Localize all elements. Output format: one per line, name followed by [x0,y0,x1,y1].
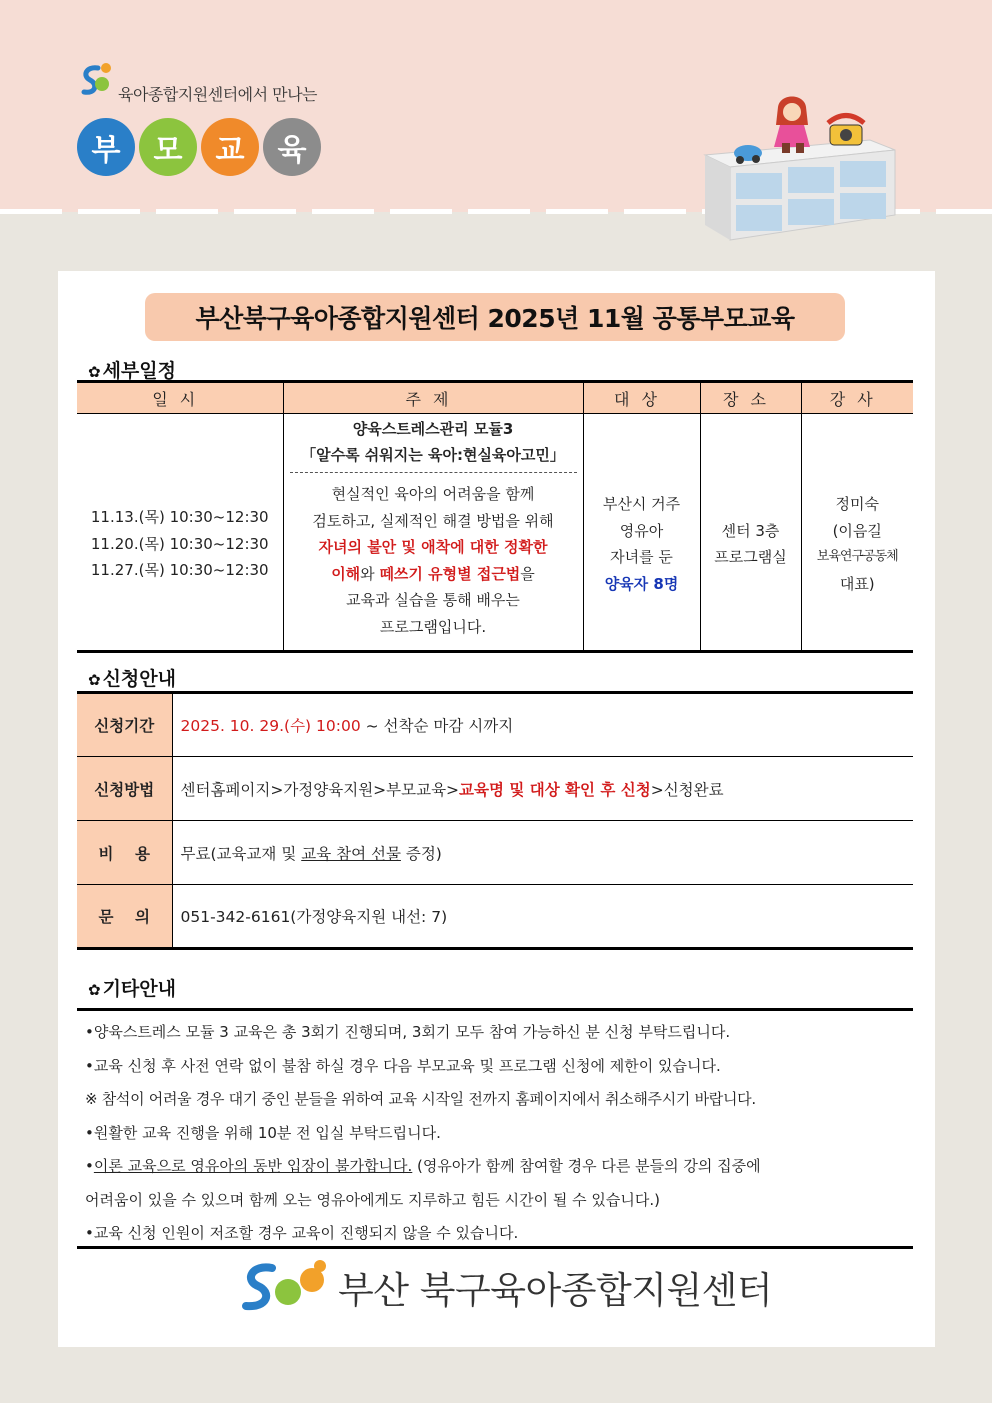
method-path: 센터홈페이지>가정양육지원>부모교육> [180,780,460,799]
note-item: •교육 신청 인원이 저조할 경우 교육이 진행되지 않을 수 있습니다. [85,1224,519,1242]
toy-shelf-illustration [700,95,900,245]
topic-name: 「알수록 쉬워지는 육아:현실육아고민」 [301,446,565,464]
schedule-heading-text: 세부일정 [102,360,176,382]
apply-heading-text: 신청안내 [102,668,176,690]
date-2: 11.20.(목) 10:30~12:30 [90,534,269,553]
badge-gyo: 교 [201,118,259,176]
place-line: 센터 3층 [721,521,780,540]
col-lecturer: 강사 [801,382,913,414]
period-date: 2025. 10. 29.(수) 10:00 [180,717,361,735]
note-item: ※ 참석이 어려울 경우 대기 중인 분들을 위하여 교육 시작일 전까지 홈페이지에서 취소해주시기 바랍니다. [85,1090,756,1108]
footer-logo [238,1258,772,1316]
badge-yuk: 육 [263,118,321,176]
note-item: •원활한 교육 진행을 위해 10분 전 입실 부탁드립니다. [85,1123,441,1142]
period-label: 신청기간 [77,693,172,757]
note-item: •교육 신청 후 사전 연락 없이 불참 하실 경우 다음 부모교육 및 프로그램 신청에 제한이 있습니다. [85,1056,721,1075]
col-topic: 주제 [283,382,583,414]
target-line: 자녀를 둔 [610,548,673,566]
badge-mo: 모 [139,118,197,176]
note-rest: (영유아가 함께 참여할 경우 다른 분들의 강의 집중에 [412,1157,761,1175]
desc-line [288,534,579,561]
target-line: 영유아 [619,521,664,540]
date-1: 11.13.(목) 10:30~12:30 [90,508,269,527]
note-bullet: • [85,1157,94,1175]
etc-heading-text: 기타안내 [102,978,176,1000]
badge-bu: 부 [77,118,135,176]
flower-icon: ✿ [88,981,101,999]
note-underline: 이론 교육으로 영유아의 동반 입장이 불가합니다. [93,1157,413,1175]
desc-line: 프로그램입니다. [379,617,487,636]
flower-icon: ✿ [88,363,101,381]
desc-line: 현실적인 육아의 어려움을 함께 [331,485,535,503]
method-highlight: 교육명 및 대상 확인 후 신청 [459,780,651,799]
date-3: 11.27.(목) 10:30~12:30 [90,561,269,580]
topic-module: 양육스트레스관리 모듈3 [352,420,514,438]
cost-value [172,821,913,885]
etc-notes [77,1008,913,1249]
schedule-heading [88,356,176,383]
parent-education-badges [77,118,321,176]
col-datetime: 일시 [77,382,283,414]
cost-label: 비 용 [77,821,172,885]
method-value [172,757,913,821]
topic-cell [283,414,583,652]
apply-table [77,691,913,950]
desc-text: 을 [520,564,535,583]
dates-cell [77,414,283,652]
target-count: 양육자 8명 [604,574,679,593]
contact-value: 051-342-6161(가정양육지원 내선: 7) [172,885,913,949]
lecturer-name: 정미숙 [835,495,879,513]
target-cell [583,414,700,652]
cost-text: 무료(교육교재 및 [180,844,302,863]
contact-label: 문 의 [77,885,172,949]
lecturer-line: (이음길 [832,521,882,540]
desc-highlight: 이해 [331,564,361,583]
apply-heading [88,664,176,691]
center-logo-icon [78,60,114,100]
schedule-table [77,380,913,653]
page-title: 부산북구육아종합지원센터 2025년 11월 공통부모교육 [145,293,845,341]
desc-highlight: 자녀의 불안 및 애착에 대한 정확한 [318,538,548,556]
target-line: 부산시 거주 [602,495,681,513]
col-place: 장소 [700,382,801,414]
lecturer-cell [801,414,913,652]
topic-description [284,473,583,648]
cost-text-end: 증정) [400,844,442,863]
desc-highlight: 떼쓰기 유형별 접근법 [379,564,521,583]
lecturer-line: 대표) [839,574,875,593]
method-label: 신청방법 [77,757,172,821]
place-cell [700,414,801,652]
footer-org-name: 부산 북구육아종합지원센터 [338,1269,773,1312]
place-line: 프로그램실 [714,548,787,566]
method-end: >신청완료 [650,780,724,799]
flower-icon: ✿ [88,671,101,689]
lecturer-line: 보육연구공동체 [816,549,898,564]
cost-gift: 교육 참여 선물 [301,844,401,863]
note-item: 어려움이 있을 수 있으며 함께 오는 영유아에게도 지루하고 힘든 시간이 될 수 있습니다.) [85,1190,660,1209]
period-value [172,693,913,757]
note-item: •양육스트레스 모듈 3 교육은 총 3회기 진행되며, 3회기 모두 참여 가능하신 분 신청 부탁드립니다. [85,1023,731,1041]
topic-title [290,416,577,473]
desc-line: 교육과 실습을 통해 배우는 [346,591,520,609]
desc-line: 검토하고, 실제적인 해결 방법을 위해 [312,511,554,530]
col-target: 대상 [583,382,700,414]
desc-text: 와 [360,564,380,583]
header-subtitle: 육아종합지원센터에서 만나는 [118,85,318,104]
period-rest: ~ 선착순 마감 시까지 [360,717,514,735]
note-item [85,1150,905,1184]
center-logo-icon [238,1258,330,1316]
etc-heading [88,974,176,1001]
desc-line [288,561,579,588]
